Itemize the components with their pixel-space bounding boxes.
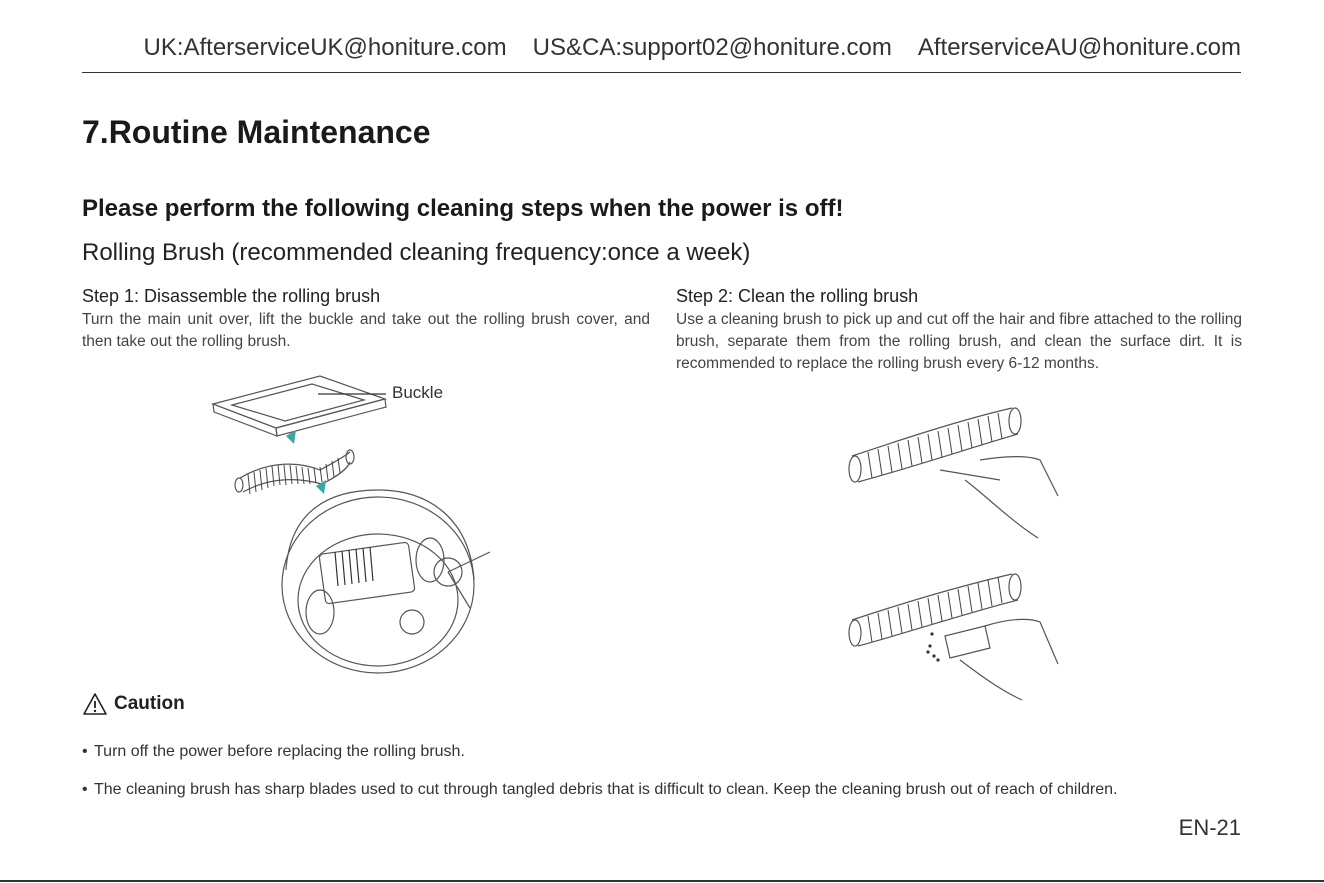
brush-cover-image	[213, 376, 386, 436]
list-item: • Turn off the power before replacing the rolling brush.	[82, 743, 465, 760]
brush-with-hair-image	[849, 408, 1058, 538]
caution-bullet-list	[82, 742, 1117, 818]
brush-cleaning-image	[849, 574, 1058, 700]
power-off-warning: Please perform the following cleaning steps when the power is off!	[82, 195, 844, 222]
email-au: AfterserviceAU@honiture.com	[917, 34, 1241, 61]
rolling-brush-subheading: Rolling Brush (recommended cleaning frequency:once a week)	[82, 239, 751, 266]
email-us-ca: US&CA:support02@honiture.com	[532, 34, 892, 61]
removal-arrow-icons	[286, 430, 326, 494]
step-1-title: Step 1: Disassemble the rolling brush	[82, 286, 381, 306]
robot-vacuum-image	[282, 490, 490, 673]
email-uk: UK:AfterserviceUK@honiture.com	[143, 34, 507, 61]
section-title: 7.Routine Maintenance	[82, 114, 431, 150]
step-2-title: Step 2: Clean the rolling brush	[676, 286, 919, 306]
footer-divider	[0, 880, 1324, 882]
step-1-text: Turn the main unit over, lift the buckle and take out the rolling brush cover, and then take out the rolling brush.	[82, 311, 650, 350]
rolling-brush-image	[235, 450, 354, 494]
dirt-particles	[926, 632, 939, 661]
page-number: EN-21	[1178, 815, 1241, 840]
header-divider	[82, 72, 1241, 73]
warning-triangle-icon	[82, 692, 108, 716]
header-contact-emails	[82, 34, 1241, 68]
buckle-callout-label: Buckle	[392, 383, 444, 402]
caution-label: Caution	[114, 693, 185, 714]
caution-heading	[82, 692, 185, 716]
step-2-text: Use a cleaning brush to pick up and cut off the hair and fibre attached to the rolling brush, separate them from the rolling brush, and clean the surface dirt. It is recommended to replace the rolling brush every 6-12 months.	[676, 311, 1242, 372]
list-item: • The cleaning brush has sharp blades used to cut through tangled debris that is difficult to clean. Keep the cleaning brush out of reach of children.	[82, 781, 1118, 798]
